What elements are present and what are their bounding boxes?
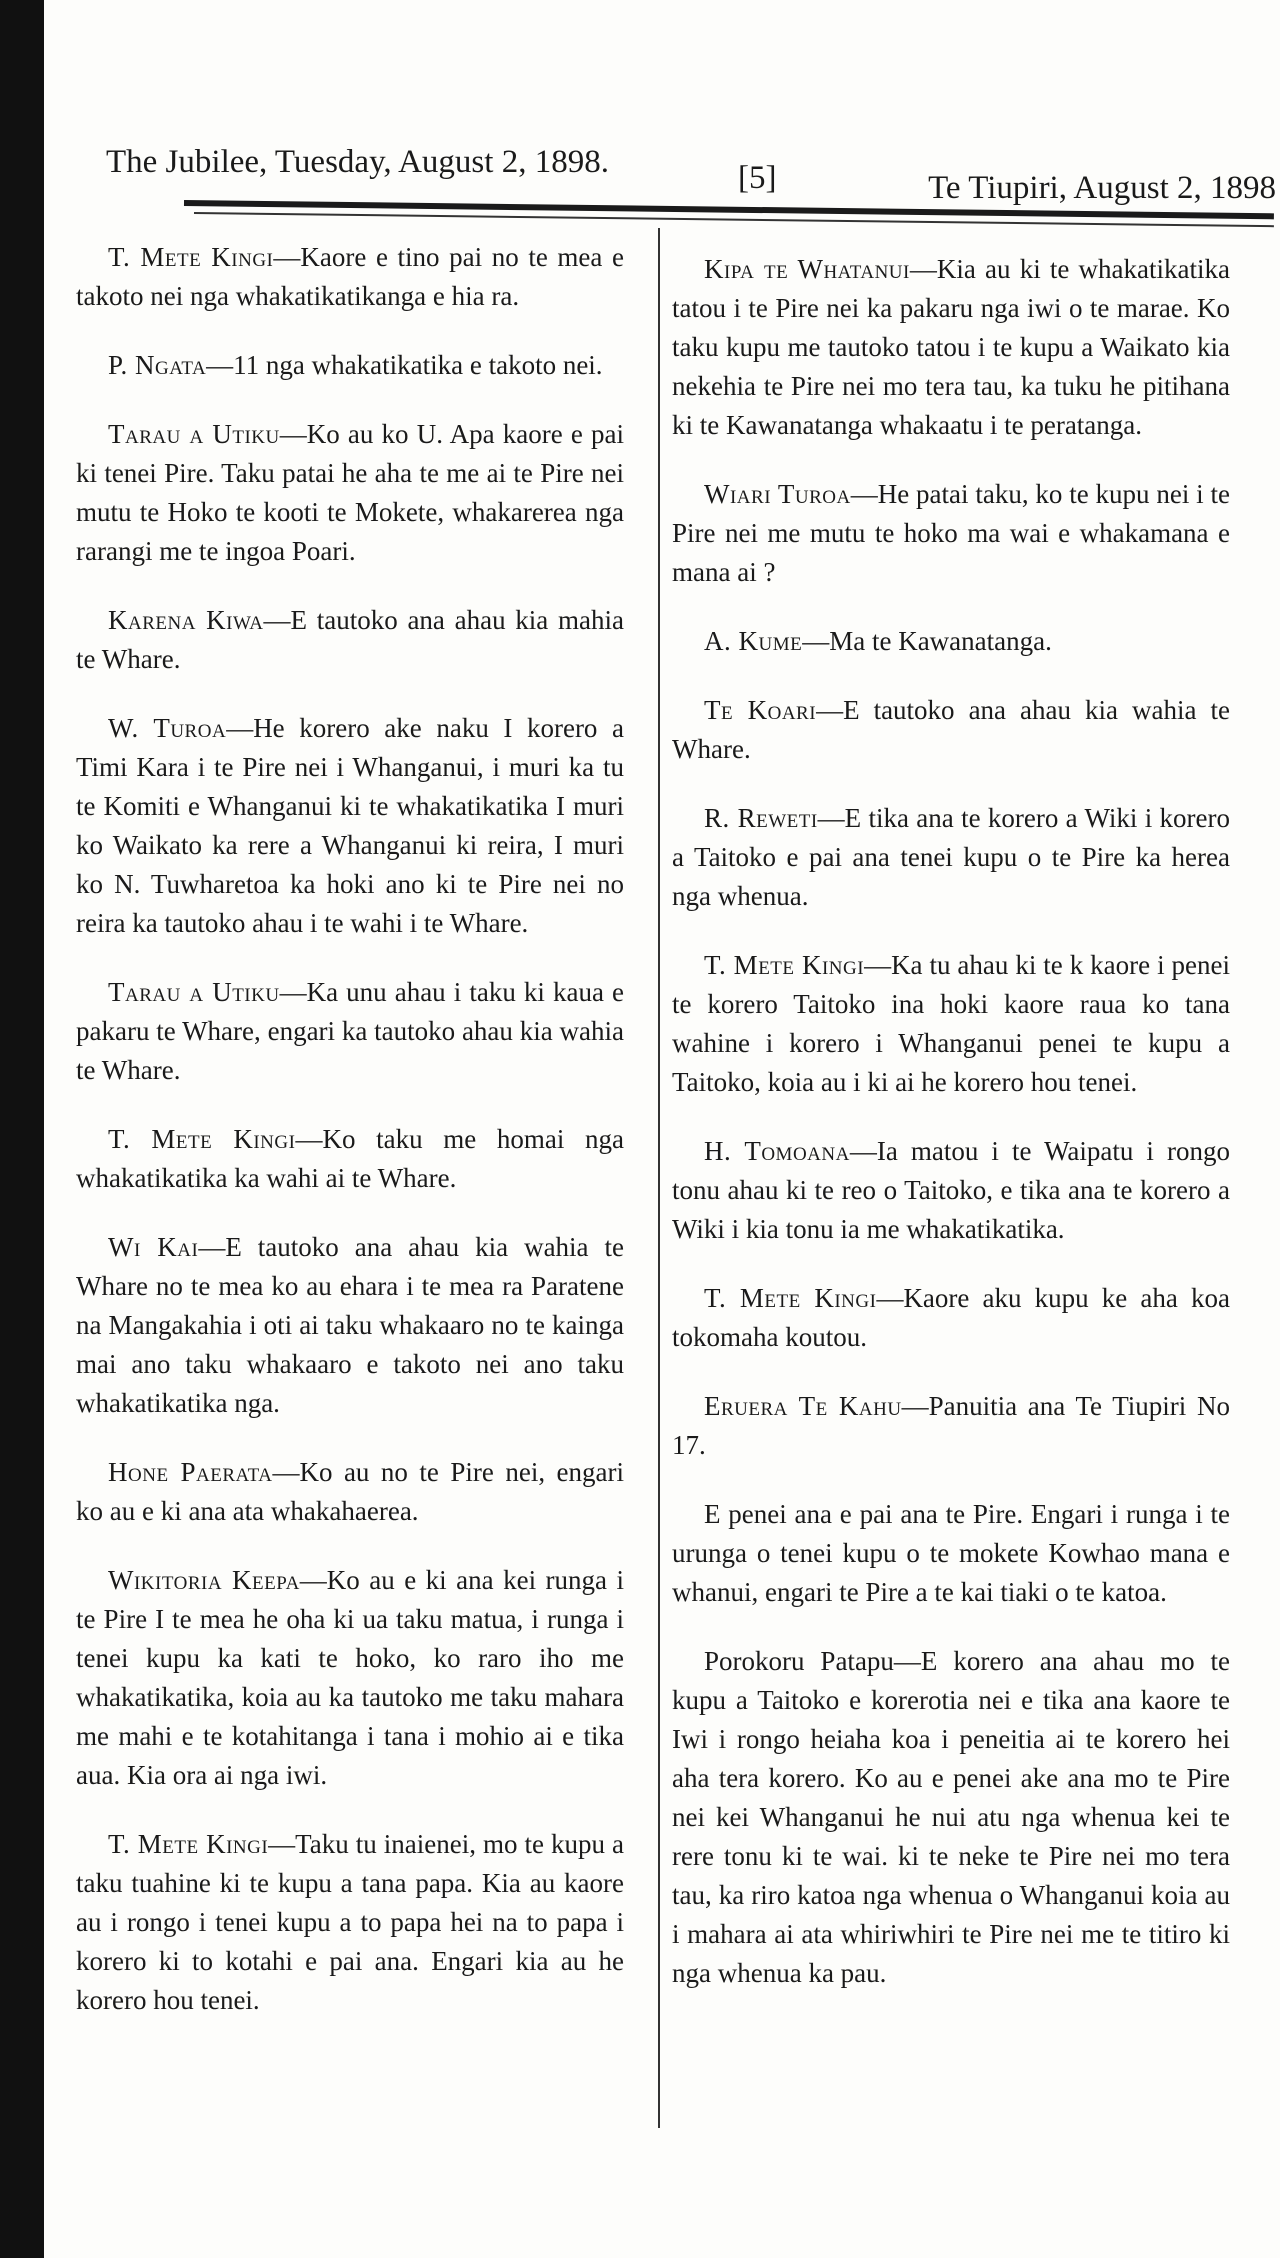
speech-text: Porokoru Patapu—E korero ana ahau mo te kupu a Taitoko e korerotia nei e tika ana kaore te Iwi i rongo heiaha koa i peneitia ai te korero hei aha tera korero. Ko au e penei ake ana mo te Pire nei kei Whanganui he nui atu nga whenua kei te rere tonu ki te wai. ki te neke te Pire nei mo tera tau, ka riro katoa nga whenua o Whanganui koia au i mahara ai ata whiriwhiri te Pire nei me te titiro ki nga whenua ka pau. (672, 1646, 1230, 1988)
speaker-name: Tarau a Utiku (108, 977, 280, 1007)
newspaper-page (44, 0, 1280, 2258)
speaker-name: Te Koari (704, 695, 817, 725)
speaker-name: Wiari Turoa (704, 479, 851, 509)
speaker-name: Wi Kai (108, 1232, 199, 1262)
speaker-name: T. Mete Kingi (108, 242, 274, 272)
paragraph (672, 250, 1230, 445)
paragraph (76, 1120, 624, 1198)
paragraph (76, 238, 624, 316)
speaker-name: R. Reweti (704, 803, 818, 833)
speech-text: —Ko au e ki ana kei runga i te Pire I te mea he oha ki ua taku matua, i runga i tenei kupu ka kati te hoko, ko raro iho me whakatikatika, koia au ka tautoko me taku mahara me mahi e te kotahitanga i tana i mohio ai e tika aua. Kia ora ai nga iwi. (76, 1565, 624, 1790)
paragraph (76, 1228, 624, 1423)
speech-text: —Kia au ki te whakatikatika tatou i te Pire nei ka pakaru nga iwi o te marae. Ko taku kupu me tautoko tatou i te kupu a Waikato kia nekehia te Pire nei mo tera tau, ka tuku he pitihana ki te Kawanatanga whakaatu i te peratanga. (672, 254, 1230, 440)
paragraph (76, 973, 624, 1090)
paragraph (76, 346, 624, 385)
page-header (106, 138, 1276, 206)
speech-text: —Ko au no te Pire nei, engari ko au e ki ana ata whakahaerea. (76, 1457, 625, 1526)
speaker-name: T. Mete Kingi (108, 1829, 269, 1859)
header-right-title: Te Tiupiri, August 2, 1898 (928, 170, 1276, 206)
header-left-title: The Jubilee, Tuesday, August 2, 1898. (106, 144, 609, 180)
speaker-name: Tarau a Utiku (108, 419, 280, 449)
speech-text: —Ko au ko U. Apa kaore e pai ki tenei Pire. Taku patai he aha te me ai te Pire nei mutu te Hoko te kooti te Mokete, whakarerea nga rarangi me te ingoa Poari. (76, 419, 624, 566)
speaker-name: T. Mete Kingi (704, 950, 865, 980)
speaker-name: H. Tomoana (704, 1136, 850, 1166)
paragraph (672, 1132, 1230, 1249)
speaker-name: P. Ngata (108, 350, 207, 380)
right-column (672, 250, 1230, 2023)
paragraph (672, 799, 1230, 916)
speech-text: —Panuitia ana Te Tiupiri No 17. (672, 1391, 1230, 1460)
paragraph (672, 1387, 1230, 1465)
speaker-name: Hone Paerata (108, 1457, 273, 1487)
speech-text: —Ma te Kawanatanga. (802, 626, 1052, 656)
speaker-name: W. Turoa (108, 713, 227, 743)
paragraph (76, 1825, 624, 2020)
speech-text: —Taku tu inaienei, mo te kupu a taku tuahine ki te kupu a tana papa. Kia au kaore au i rongo i tenei kupu a to papa hei na to papa i korero ki to kotahi e pai ana. Engari kia au he korero hou tenei. (76, 1829, 624, 2015)
speech-text: —Ka unu ahau i taku ki kaua e pakaru te Whare, engari ka tautoko ahau kia wahia te Whare. (76, 977, 624, 1085)
speaker-name: Karena Kiwa (108, 605, 264, 635)
speaker-name: Eruera Te Kahu (704, 1391, 902, 1421)
speaker-name: Kipa te Whatanui (704, 254, 910, 284)
speech-text: —Ia matou i te Waipatu i rongo tonu ahau ki te reo o Taitoko, e tika ana te korero a Wiki i kia tonu ia me whakatikatika. (672, 1136, 1230, 1244)
speech-text: —E tika ana te korero a Wiki i korero a Taitoko e pai ana tenei kupu o te Pire ka herea nga whenua. (672, 803, 1230, 911)
column-divider (658, 228, 660, 2128)
paragraph (76, 1561, 624, 1795)
page-number: [5] (738, 160, 777, 196)
paragraph (672, 946, 1230, 1102)
speech-text: E penei ana e pai ana te Pire. Engari i runga i te urunga o tenei kupu o te mokete Kowhao mana e whanui, engari te Pire a te kai tiaki o te katoa. (672, 1499, 1230, 1607)
speech-text: —Ka tu ahau ki te k kaore i penei te korero Taitoko ina hoki kaore raua ko tana wahine i korero i Whanganui penei te kupu a Taitoko, koia au i ki ai he korero hou tenei. (672, 950, 1230, 1097)
paragraph (672, 1279, 1230, 1357)
paragraph (672, 691, 1230, 769)
paragraph (672, 1642, 1230, 1993)
speech-text: —Ko taku me homai nga whakatikatika ka wahi ai te Whare. (76, 1124, 624, 1193)
speaker-name: T. Mete Kingi (108, 1124, 296, 1154)
paragraph (672, 475, 1230, 592)
paragraph (672, 622, 1230, 661)
paragraph (672, 1495, 1230, 1612)
speaker-name: T. Mete Kingi (704, 1283, 877, 1313)
speech-text: —Kaore aku kupu ke aha koa tokomaha koutou. (672, 1283, 1230, 1352)
paragraph (76, 1453, 624, 1531)
speech-text: —Kaore e tino pai no te mea e takoto nei nga whakatikatikanga e hia ra. (76, 242, 624, 311)
paragraph (76, 709, 624, 943)
speech-text: —He patai taku, ko te kupu nei i te Pire nei me mutu te hoko ma wai e whakamana e mana ai ? (672, 479, 1231, 587)
page-binding-edge (0, 0, 44, 2258)
speech-text: —E tautoko ana ahau kia wahia te Whare no te mea ko au ehara i te mea ra Paratene na Mangakahia i oti ai taku whakaaro no te kainga mai ano taku whakaaro e takoto nei ano taku whakatikatika nga. (76, 1232, 624, 1418)
paragraph (76, 415, 624, 571)
speech-text: —11 nga whakatikatika e takoto nei. (206, 350, 603, 380)
paragraph (76, 601, 624, 679)
speaker-name: A. Kume (704, 626, 803, 656)
speech-text: —E tautoko ana ahau kia wahia te Whare. (672, 695, 1230, 764)
speech-text: —He korero ake naku I korero a Timi Kara i te Pire nei i Whanganui, i muri ka tu te Komiti e Whanganui ki te whakatikatika I muri ko Waikato ka rere a Whanganui ki reira, I muri ko N. Tuwharetoa ka hoki ano ki te Pire nei no reira ka tautoko ahau i te wahi i te Whare. (76, 713, 624, 938)
left-column (76, 238, 624, 2050)
speaker-name: Wikitoria Keepa (108, 1565, 300, 1595)
speech-text: —E tautoko ana ahau kia mahia te Whare. (76, 605, 624, 674)
